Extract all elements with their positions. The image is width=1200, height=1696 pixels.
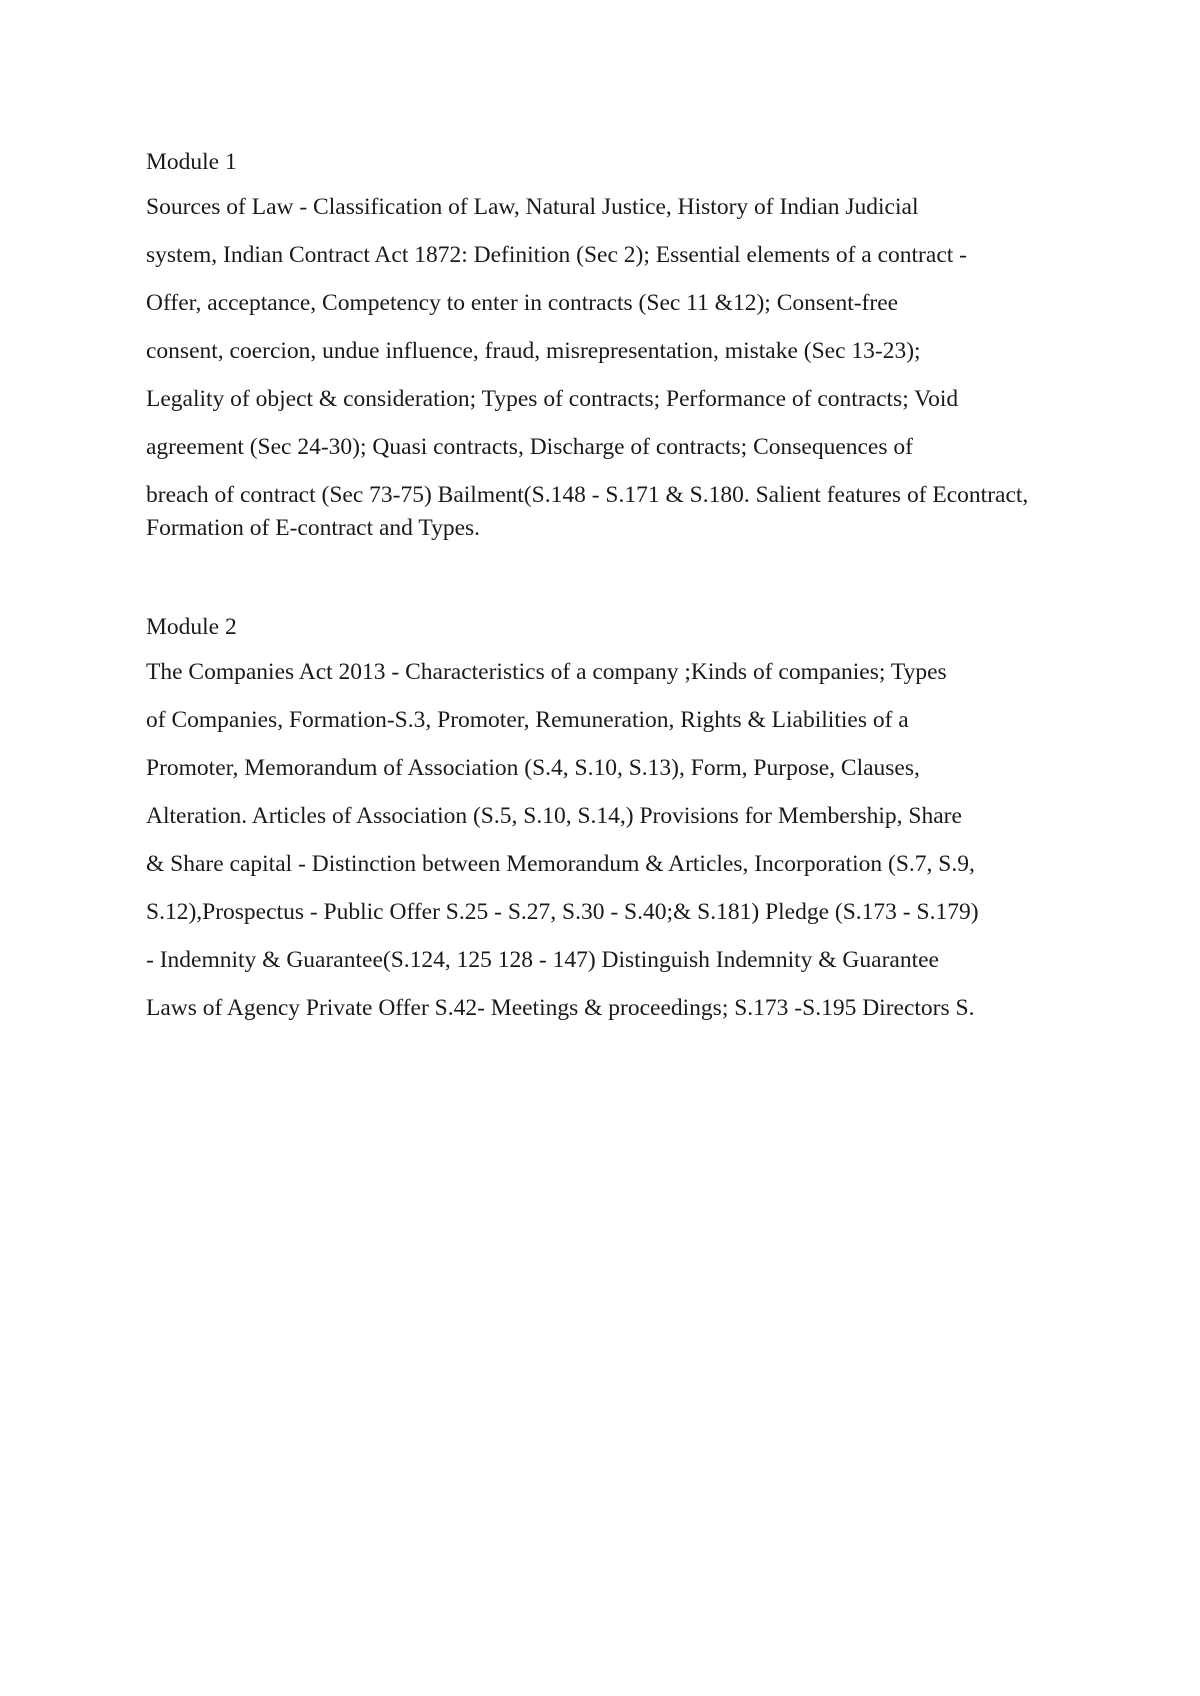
section-spacer	[146, 560, 1062, 611]
module-paragraph: system, Indian Contract Act 1872: Definition (Sec 2); Essential elements of a contract -	[146, 242, 967, 268]
module-paragraph: breach of contract (Sec 73-75) Bailment(S.148 - S.171 & S.180. Salient features of Econtract, Formation of E-contract and Types.	[146, 482, 1029, 541]
module-paragraph: Alteration. Articles of Association (S.5, S.10, S.14,) Provisions for Membership, Share	[146, 803, 962, 829]
module-paragraph: Offer, acceptance, Competency to enter in contracts (Sec 11 &12); Consent-free	[146, 290, 899, 316]
module-paragraph: consent, coercion, undue influence, fraud, misrepresentation, mistake (Sec 13-23);	[146, 338, 921, 364]
module-1-section	[146, 146, 1062, 545]
module-paragraph: Promoter, Memorandum of Association (S.4, S.10, S.13), Form, Purpose, Clauses,	[146, 755, 920, 781]
module-paragraph: - Indemnity & Guarantee(S.124, 125 128 - 147) Distinguish Indemnity & Guarantee	[146, 947, 939, 973]
module-heading: Module 1	[146, 149, 237, 175]
module-paragraph: agreement (Sec 24-30); Quasi contracts, Discharge of contracts; Consequences of	[146, 434, 913, 460]
module-paragraph: The Companies Act 2013 - Characteristics of a company ;Kinds of companies; Types	[146, 659, 947, 685]
module-paragraph: Legality of object & consideration; Types of contracts; Performance of contracts; Void	[146, 386, 959, 412]
module-paragraph: Laws of Agency Private Offer S.42- Meetings & proceedings; S.173 -S.195 Directors S.	[146, 995, 975, 1021]
module-paragraph: Sources of Law - Classification of Law, Natural Justice, History of Indian Judicial	[146, 194, 919, 220]
document-body	[146, 146, 1062, 1040]
module-paragraph: & Share capital - Distinction between Memorandum & Articles, Incorporation (S.7, S.9,	[146, 851, 975, 877]
module-paragraph: S.12),Prospectus - Public Offer S.25 - S.27, S.30 - S.40;& S.181) Pledge (S.173 - S.179)	[146, 899, 979, 925]
module-paragraph: of Companies, Formation-S.3, Promoter, Remuneration, Rights & Liabilities of a	[146, 707, 909, 733]
module-heading: Module 2	[146, 614, 237, 640]
module-2-section	[146, 611, 1062, 1025]
